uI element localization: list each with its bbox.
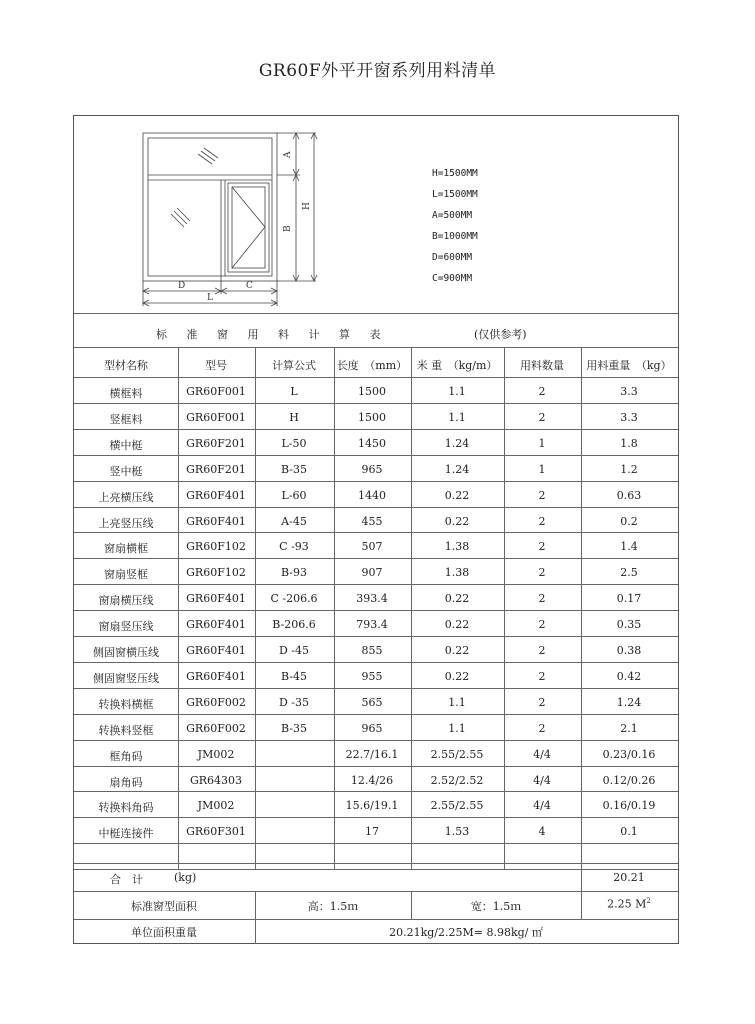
row-11-length: 855 xyxy=(361,644,383,657)
row-5-total-weight: 0.63 xyxy=(616,488,642,502)
row-11-formula: D -45 xyxy=(278,644,310,657)
row-16-name: 扇角码 xyxy=(109,775,143,789)
row-5-weight-per-m: 0.22 xyxy=(444,488,470,502)
row-15-model: JM002 xyxy=(197,747,235,761)
row-2-length: 1500 xyxy=(358,410,386,424)
dim-h-label: H xyxy=(302,202,312,210)
row-3-name: 横中梃 xyxy=(109,438,143,452)
row-1-length: 1500 xyxy=(358,385,386,398)
row-12-qty: 2 xyxy=(538,669,546,683)
header-length: 长度 （mm） xyxy=(336,359,408,372)
row-8-qty: 2 xyxy=(538,566,546,580)
row-14-formula: B-35 xyxy=(280,721,308,735)
spec-l: L=1500MM xyxy=(432,189,478,200)
row-13-total-weight: 1.24 xyxy=(616,695,642,709)
row-5-model: GR60F401 xyxy=(186,488,246,502)
row-12-name: 侧固窗竖压线 xyxy=(93,671,159,685)
row-5-length: 1440 xyxy=(358,488,386,502)
row-7-model: GR60F102 xyxy=(186,540,246,554)
row-1-total-weight: 3.3 xyxy=(620,385,638,398)
row-13-length: 565 xyxy=(361,695,383,709)
row-4-formula: B-35 xyxy=(280,462,308,476)
row-9-qty: 2 xyxy=(538,592,546,606)
row-9-weight-per-m: 0.22 xyxy=(444,592,470,606)
row-16-weight-per-m: 2.52/2.52 xyxy=(430,773,484,787)
row-13-model: GR60F002 xyxy=(186,695,246,709)
dim-c-label: C xyxy=(246,281,253,291)
row-10-qty: 2 xyxy=(538,618,546,632)
row-1-model: GR60F001 xyxy=(186,385,246,398)
row-8-weight-per-m: 1.38 xyxy=(444,566,470,580)
row-6-weight-per-m: 0.22 xyxy=(444,514,470,528)
row-13-formula: D -35 xyxy=(278,695,310,709)
row-15-weight-per-m: 2.55/2.55 xyxy=(430,747,484,761)
row-5-qty: 2 xyxy=(538,488,546,502)
row-5-name: 上亮横压线 xyxy=(98,490,154,504)
row-12-model: GR60F401 xyxy=(186,669,246,683)
std-area-unit: M xyxy=(635,897,647,911)
row-16-total-weight: 0.12/0.26 xyxy=(602,773,656,787)
std-area-exponent: 2 xyxy=(646,897,651,905)
row-18-qty: 4 xyxy=(538,825,546,839)
row-7-weight-per-m: 1.38 xyxy=(444,540,470,554)
row-4-length: 965 xyxy=(361,462,383,476)
total-unit: (kg) xyxy=(174,871,197,884)
row-9-model: GR60F401 xyxy=(186,592,246,606)
row-18-total-weight: 0.1 xyxy=(620,825,638,839)
row-7-qty: 2 xyxy=(538,540,546,554)
row-2-model: GR60F001 xyxy=(186,410,246,424)
header-total-weight: 用料重量 （kg） xyxy=(586,359,672,372)
row-15-name: 框角码 xyxy=(109,749,143,763)
row-12-length: 955 xyxy=(361,669,383,683)
row-15-length: 22.7/16.1 xyxy=(345,747,399,761)
row-9-total-weight: 0.17 xyxy=(616,592,642,606)
total-label: 合 计 xyxy=(110,873,143,886)
reference-note: (仅供参考) xyxy=(474,328,527,341)
header-weight-per-m: 米 重 （kg/m） xyxy=(416,359,498,372)
row-14-weight-per-m: 1.1 xyxy=(448,721,466,735)
row-8-name: 窗扇竖框 xyxy=(104,568,148,582)
row-2-name: 竖框料 xyxy=(109,412,143,426)
row-17-weight-per-m: 2.55/2.55 xyxy=(430,799,484,813)
row-16-model: GR64303 xyxy=(189,773,243,787)
row-6-total-weight: 0.2 xyxy=(620,514,638,528)
row-13-qty: 2 xyxy=(538,695,546,709)
row-13-weight-per-m: 1.1 xyxy=(448,695,466,709)
row-2-formula: H xyxy=(289,410,299,424)
row-3-length: 1450 xyxy=(358,436,386,450)
row-6-formula: A-45 xyxy=(281,514,307,528)
row-18-length: 17 xyxy=(365,825,379,839)
row-10-model: GR60F401 xyxy=(186,618,246,632)
page-title: GR60F外平开窗系列用料清单 xyxy=(258,61,497,81)
row-8-model: GR60F102 xyxy=(186,566,246,580)
row-3-total-weight: 1.8 xyxy=(620,436,638,450)
dim-b-label: B xyxy=(283,225,293,232)
row-3-qty: 1 xyxy=(538,436,546,450)
header-name: 型材名称 xyxy=(104,359,148,372)
row-17-total-weight: 0.16/0.19 xyxy=(602,799,656,813)
spec-d: D=600MM xyxy=(432,252,473,263)
row-6-model: GR60F401 xyxy=(186,514,246,528)
window-diagram xyxy=(134,126,404,321)
dim-a-label: A xyxy=(283,151,293,158)
row-18-model: GR60F301 xyxy=(186,825,246,839)
header-qty: 用料数量 xyxy=(520,359,564,372)
row-6-length: 455 xyxy=(361,514,383,528)
row-4-name: 竖中梃 xyxy=(109,464,143,478)
material-sheet xyxy=(73,115,679,944)
row-17-name: 转换料角码 xyxy=(98,801,154,815)
row-12-formula: B-45 xyxy=(280,669,308,683)
dim-l-label: L xyxy=(207,293,213,303)
row-18-weight-per-m: 1.53 xyxy=(444,825,470,839)
row-4-qty: 1 xyxy=(538,462,546,476)
row-6-qty: 2 xyxy=(538,514,546,528)
unit-weight-label: 单位面积重量 xyxy=(131,926,197,939)
dim-d-label: D xyxy=(178,281,186,291)
row-4-total-weight: 1.2 xyxy=(620,462,638,476)
row-10-name: 窗扇竖压线 xyxy=(98,620,154,634)
table-heading: 标 准 窗 用 料 计 算 表 xyxy=(156,328,389,341)
std-width: 宽：1.5ｍ xyxy=(470,900,522,913)
row-17-qty: 4/4 xyxy=(533,799,551,813)
row-14-qty: 2 xyxy=(538,721,546,735)
row-17-model: JM002 xyxy=(197,799,235,813)
unit-weight-value: 20.21kg/2.25M= 8.98kg/ ㎡ xyxy=(389,926,543,939)
row-2-weight-per-m: 1.1 xyxy=(448,410,466,424)
row-10-weight-per-m: 0.22 xyxy=(444,618,470,632)
row-7-length: 507 xyxy=(361,540,383,554)
row-5-formula: L-60 xyxy=(281,488,307,502)
row-1-weight-per-m: 1.1 xyxy=(448,385,466,398)
row-14-model: GR60F002 xyxy=(186,721,246,735)
std-area-value xyxy=(607,897,651,911)
spec-h: H=1500MM xyxy=(432,168,478,179)
row-4-weight-per-m: 1.24 xyxy=(444,462,470,476)
row-7-name: 窗扇横框 xyxy=(104,542,148,556)
row-10-formula: B-206.6 xyxy=(272,618,316,632)
row-17-length: 15.6/19.1 xyxy=(345,799,399,813)
spec-c: C=900MM xyxy=(432,273,473,284)
spec-b: B=1000MM xyxy=(432,231,478,242)
row-1-formula: L xyxy=(290,385,298,398)
header-model: 型号 xyxy=(205,359,227,372)
row-4-model: GR60F201 xyxy=(186,462,246,476)
row-9-formula: C -206.6 xyxy=(270,592,318,606)
row-8-length: 907 xyxy=(361,566,383,580)
row-10-length: 793.4 xyxy=(356,618,388,632)
std-height: 高：1.5ｍ xyxy=(307,900,359,913)
spec-a: A=500MM xyxy=(432,210,473,221)
row-15-qty: 4/4 xyxy=(533,747,551,761)
row-14-length: 965 xyxy=(361,721,383,735)
row-18-name: 中梃连接件 xyxy=(98,827,154,841)
row-15-total-weight: 0.23/0.16 xyxy=(602,747,656,761)
row-8-formula: B-93 xyxy=(280,566,308,580)
row-7-total-weight: 1.4 xyxy=(620,540,638,554)
row-2-total-weight: 3.3 xyxy=(620,410,638,424)
row-2-qty: 2 xyxy=(538,410,546,424)
row-3-formula: L-50 xyxy=(281,436,307,450)
header-formula: 计算公式 xyxy=(272,359,316,372)
std-area-number: 2.25 xyxy=(607,897,632,911)
row-1-qty: 2 xyxy=(538,385,546,398)
row-16-length: 12.4/26 xyxy=(350,773,394,787)
row-11-name: 侧固窗横压线 xyxy=(93,646,159,659)
row-8-total-weight: 2.5 xyxy=(620,566,638,580)
row-12-weight-per-m: 0.22 xyxy=(444,669,470,683)
row-7-formula: C -93 xyxy=(279,540,309,554)
row-10-total-weight: 0.35 xyxy=(616,618,642,632)
row-11-total-weight: 0.38 xyxy=(616,644,642,657)
row-1-name: 横框料 xyxy=(109,387,143,400)
row-16-qty: 4/4 xyxy=(533,773,551,787)
row-11-weight-per-m: 0.22 xyxy=(444,644,470,657)
total-value: 20.21 xyxy=(613,871,645,884)
row-3-model: GR60F201 xyxy=(186,436,246,450)
row-6-name: 上亮竖压线 xyxy=(98,516,154,530)
row-9-name: 窗扇横压线 xyxy=(98,594,154,608)
row-14-name: 转换料竖框 xyxy=(98,723,154,737)
row-13-name: 转换料横框 xyxy=(98,697,154,711)
row-3-weight-per-m: 1.24 xyxy=(444,436,470,450)
std-area-label: 标准窗型面积 xyxy=(131,900,197,913)
row-9-length: 393.4 xyxy=(356,592,388,606)
row-11-qty: 2 xyxy=(538,644,546,657)
row-11-model: GR60F401 xyxy=(186,644,246,657)
row-12-total-weight: 0.42 xyxy=(616,669,642,683)
row-14-total-weight: 2.1 xyxy=(620,721,638,735)
